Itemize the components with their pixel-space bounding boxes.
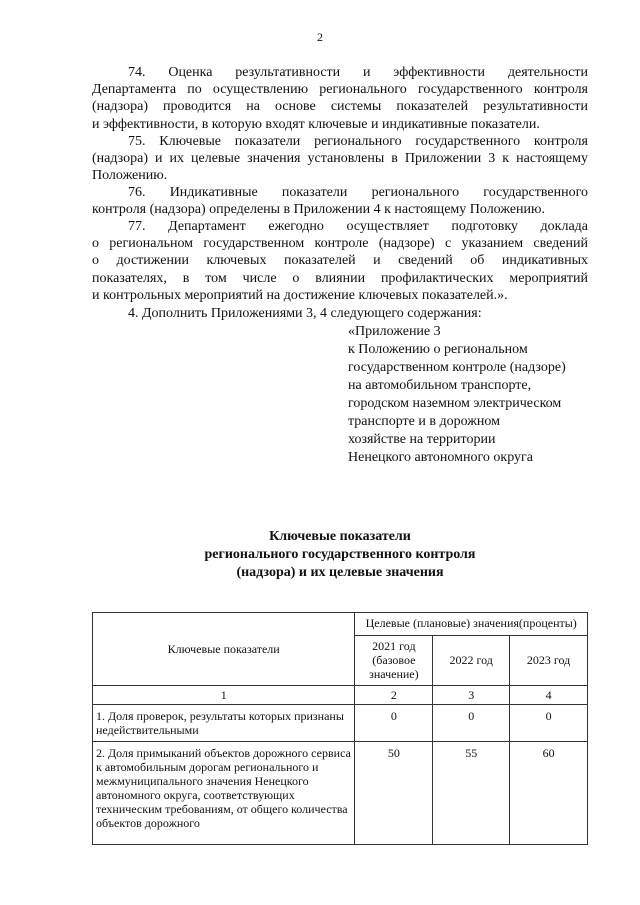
paragraph-75: [92, 133, 588, 185]
column-number: 2: [355, 686, 433, 705]
table-title: [0, 528, 640, 582]
indicator-column-header: Ключевые показатели: [93, 613, 355, 686]
column-number: 4: [510, 686, 588, 705]
amendment-intro: 4. Дополнить Приложениями 3, 4 следующего содержания:: [128, 306, 482, 321]
appendix-header-line: хозяйстве на территории: [348, 432, 496, 447]
paragraph-line: 76. Индикативные показатели регионального государственного: [128, 185, 588, 200]
appendix-header-line: к Положению о региональном: [348, 342, 528, 357]
year-header-2023: 2023 год: [510, 635, 588, 685]
paragraph-77: [92, 218, 588, 304]
appendix-header-line: «Приложение 3: [348, 324, 441, 339]
paragraph-line: 74. Оценка результативности и эффективности деятельности: [128, 65, 588, 80]
table-title-line: Ключевые показатели: [269, 529, 411, 544]
value-cell-2023: 0: [510, 705, 588, 742]
column-number: 3: [433, 686, 510, 705]
year-header-2021: 2021 год (базовое значение): [355, 635, 433, 685]
column-numbers-row: [93, 686, 588, 705]
indicator-cell: 2. Доля примыканий объектов дорожного сервиса к автомобильным дорогам регионального и межмуниципального значения Ненецкого автономного округа, соответствующих техническим требованиям, от общего количества объектов дорожного: [93, 742, 355, 845]
value-cell-2022: 0: [433, 705, 510, 742]
paragraph-76: [92, 184, 588, 218]
paragraph-line: (надзора) проводится на основе системы показателей результативности: [92, 99, 588, 115]
paragraph-line: 75. Ключевые показатели регионального государственного контроля: [128, 134, 588, 149]
table-row: [93, 742, 588, 845]
paragraph-line: контроля (надзора) определены в Приложении 4 к настоящему Положению.: [92, 202, 545, 218]
paragraph-line: и эффективности, в которую входят ключевые и индикативные показатели.: [92, 116, 540, 132]
page-bottom-margin: [0, 846, 640, 905]
paragraph-line: о региональном государственном контроле (надзоре) с указанием сведений: [92, 236, 588, 252]
value-cell-2021: 50: [355, 742, 433, 845]
paragraph-line: о достижении ключевых показателей и сведений об индикативных: [92, 253, 588, 269]
indicator-cell: 1. Доля проверок, результаты которых признаны недействительными: [93, 705, 355, 742]
value-cell-2022: 55: [433, 742, 510, 845]
value-cell-2021: 0: [355, 705, 433, 742]
appendix-header-line: на автомобильном транспорте,: [348, 378, 532, 393]
paragraph-line: Положению.: [92, 168, 168, 184]
column-number: 1: [93, 686, 355, 705]
paragraph-line: 77. Департамент ежегодно осуществляет подготовку доклада: [128, 219, 588, 234]
appendix-header-line: Ненецкого автономного округа: [348, 450, 533, 465]
paragraph-line: и контрольных мероприятий на достижение ключевых показателей.».: [92, 287, 508, 303]
year-header-2022: 2022 год: [433, 635, 510, 685]
paragraph-line: (надзора) и их целевые значения установлены в Приложении 3 к настоящему: [92, 151, 588, 167]
key-indicators-table: [92, 612, 588, 845]
appendix-header-line: государственном контроле (надзоре): [348, 360, 566, 375]
appendix-header-line: транспорте и в дорожном: [348, 414, 500, 429]
table-title-line: (надзора) и их целевые значения: [236, 565, 444, 580]
paragraph-line: показателях, в том числе о влиянии профилактических мероприятий: [92, 270, 588, 286]
page-number: 2: [317, 30, 323, 44]
appendix-header: [348, 323, 566, 467]
value-cell-2023: 60: [510, 742, 588, 845]
paragraph-line: Департамента по осуществлению регионального государственного контроля: [92, 82, 588, 98]
table-title-line: регионального государственного контроля: [204, 547, 476, 562]
appendix-header-line: городском наземном электрическом: [348, 396, 562, 411]
table-row: [93, 705, 588, 742]
paragraph-74: [92, 64, 588, 133]
targets-column-header: Целевые (плановые) значения(проценты): [355, 613, 588, 636]
